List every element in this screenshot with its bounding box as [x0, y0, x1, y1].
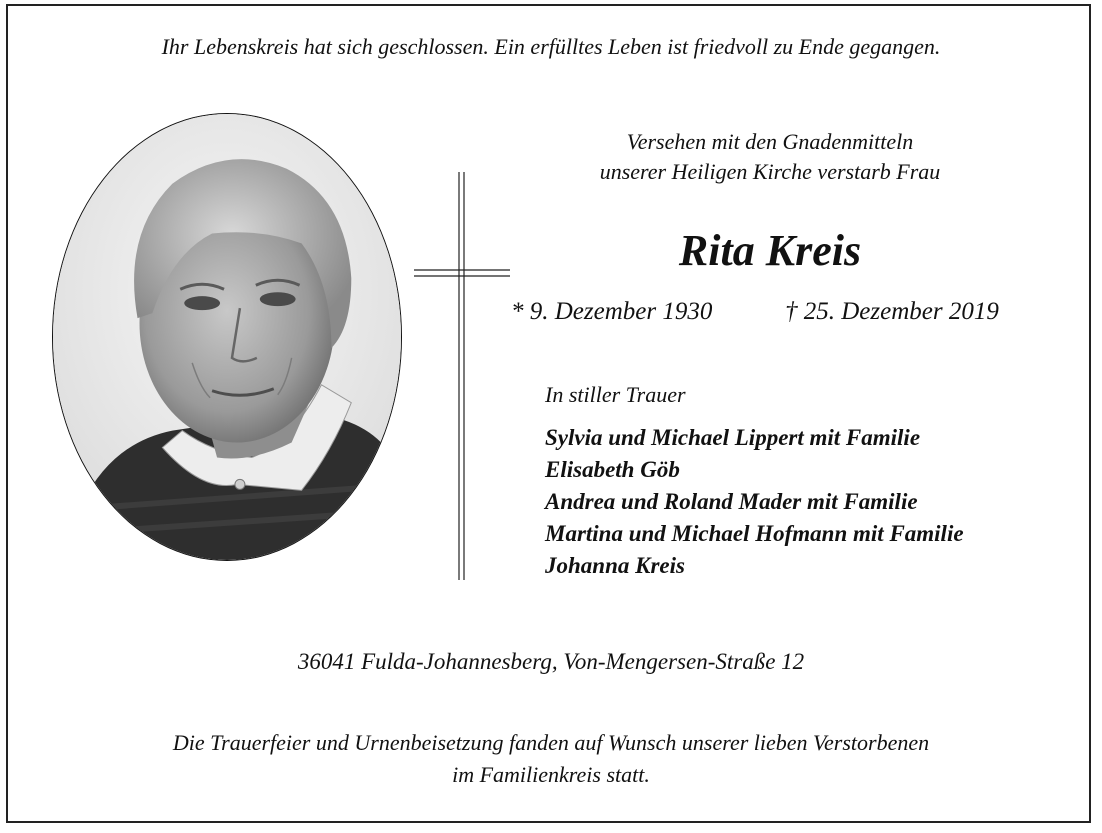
intro-line-1: Versehen mit den Gnadenmitteln: [626, 129, 914, 154]
birth-date: * 9. Dezember 1930: [511, 298, 713, 325]
intro-line-2: unserer Heiligen Kirche verstarb Frau: [599, 159, 941, 184]
closing-text: [0, 727, 1102, 791]
mourner-item: Johanna Kreis: [545, 553, 685, 578]
closing-line-1: Die Trauerfeier und Urnenbeisetzung fanden auf Wunsch unserer lieben Verstorbenen: [172, 730, 930, 755]
mourner-item: Elisabeth Göb: [545, 457, 680, 482]
motto-text: Ihr Lebenskreis hat sich geschlossen. Ein erfülltes Leben ist friedvoll zu Ende gegangen.: [161, 34, 941, 59]
deceased-name: Rita Kreis: [678, 226, 862, 275]
mourning-label: In stiller Trauer: [545, 382, 686, 407]
portrait-photo: [52, 113, 402, 561]
address-text: 36041 Fulda-Johannesberg, Von-Mengersen-Straße 12: [297, 649, 805, 674]
mourner-item: Sylvia und Michael Lippert mit Familie: [545, 425, 921, 450]
mourners-list: [545, 422, 1065, 582]
mourner-item: Andrea und Roland Mader mit Familie: [545, 489, 918, 514]
death-date: † 25. Dezember 2019: [785, 298, 999, 325]
cross-icon: [412, 172, 512, 582]
mourner-item: Martina und Michael Hofmann mit Familie: [545, 521, 964, 546]
closing-line-2: im Familienkreis statt.: [452, 762, 650, 787]
intro-text: [520, 127, 1020, 187]
